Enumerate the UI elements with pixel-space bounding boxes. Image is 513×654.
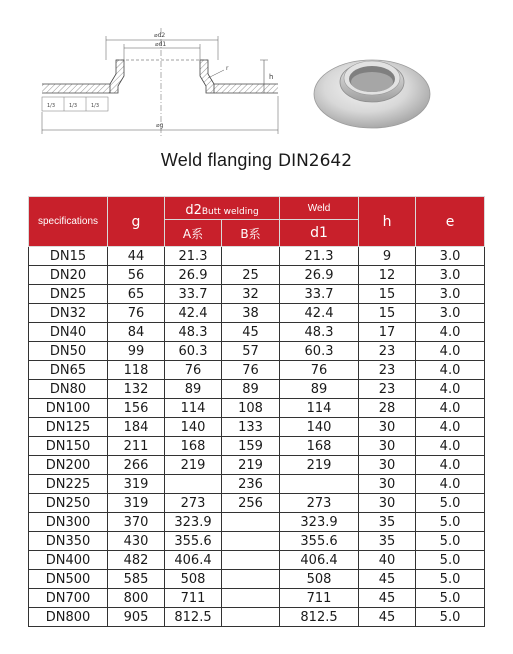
cell-g: 319 bbox=[108, 494, 165, 513]
cell-g: 905 bbox=[108, 608, 165, 627]
third-label-1: 1/3 bbox=[47, 103, 56, 109]
cell-d1: 355.6 bbox=[280, 532, 359, 551]
header-butt-welding: Butt welding bbox=[201, 206, 259, 217]
cell-spec: DN400 bbox=[29, 551, 108, 570]
title-main: Weld flanging bbox=[160, 150, 273, 170]
header-a-series: A系 bbox=[165, 220, 222, 247]
cell-g: 800 bbox=[108, 589, 165, 608]
cell-e: 3.0 bbox=[416, 304, 485, 323]
cell-spec: DN40 bbox=[29, 323, 108, 342]
cell-spec: DN800 bbox=[29, 608, 108, 627]
page-title bbox=[0, 150, 513, 171]
cell-d1: 711 bbox=[280, 589, 359, 608]
cell-spec: DN350 bbox=[29, 532, 108, 551]
cell-e: 4.0 bbox=[416, 361, 485, 380]
cell-g: 56 bbox=[108, 266, 165, 285]
cell-d2-a: 89 bbox=[165, 380, 222, 399]
g-dimension-label: ⌀g bbox=[156, 122, 164, 129]
cell-d2-b: 256 bbox=[222, 494, 280, 513]
cell-spec: DN125 bbox=[29, 418, 108, 437]
cell-d2-b: 25 bbox=[222, 266, 280, 285]
header-g: g bbox=[108, 197, 165, 247]
header-specifications: specifications bbox=[29, 197, 108, 247]
cell-spec: DN20 bbox=[29, 266, 108, 285]
cell-d2-b: 236 bbox=[222, 475, 280, 494]
cell-e: 4.0 bbox=[416, 475, 485, 494]
table-body bbox=[29, 247, 485, 627]
cell-g: 44 bbox=[108, 247, 165, 266]
header-h: h bbox=[359, 197, 416, 247]
cell-e: 5.0 bbox=[416, 532, 485, 551]
cell-e: 4.0 bbox=[416, 437, 485, 456]
cell-g: 65 bbox=[108, 285, 165, 304]
cell-d2-a: 168 bbox=[165, 437, 222, 456]
cell-d2-a: 114 bbox=[165, 399, 222, 418]
cell-h: 15 bbox=[359, 304, 416, 323]
cell-d2-b: 45 bbox=[222, 323, 280, 342]
cell-e: 4.0 bbox=[416, 399, 485, 418]
cell-e: 4.0 bbox=[416, 456, 485, 475]
cell-h: 17 bbox=[359, 323, 416, 342]
cell-e: 3.0 bbox=[416, 266, 485, 285]
cell-e: 5.0 bbox=[416, 513, 485, 532]
cell-d2-a: 273 bbox=[165, 494, 222, 513]
header-d2: d2 bbox=[185, 202, 202, 218]
cell-d1: 60.3 bbox=[280, 342, 359, 361]
cell-h: 45 bbox=[359, 570, 416, 589]
cell-g: 184 bbox=[108, 418, 165, 437]
cell-g: 156 bbox=[108, 399, 165, 418]
cell-g: 370 bbox=[108, 513, 165, 532]
table-row bbox=[29, 247, 485, 266]
cell-g: 430 bbox=[108, 532, 165, 551]
table-row bbox=[29, 494, 485, 513]
cell-e: 4.0 bbox=[416, 342, 485, 361]
cell-d1: 323.9 bbox=[280, 513, 359, 532]
header-d1: d1 bbox=[280, 220, 359, 247]
cell-d1: 114 bbox=[280, 399, 359, 418]
cell-d2-b: 108 bbox=[222, 399, 280, 418]
cell-g: 132 bbox=[108, 380, 165, 399]
cell-d2-a: 42.4 bbox=[165, 304, 222, 323]
cell-g: 319 bbox=[108, 475, 165, 494]
cell-d1: 508 bbox=[280, 570, 359, 589]
table-row bbox=[29, 456, 485, 475]
r-dimension-label: r bbox=[226, 65, 229, 72]
cell-d2-a: 76 bbox=[165, 361, 222, 380]
table-row bbox=[29, 608, 485, 627]
table-row bbox=[29, 570, 485, 589]
cell-d1: 89 bbox=[280, 380, 359, 399]
cell-d2-a: 219 bbox=[165, 456, 222, 475]
header-e: e bbox=[416, 197, 485, 247]
cell-h: 12 bbox=[359, 266, 416, 285]
cell-spec: DN25 bbox=[29, 285, 108, 304]
cell-h: 23 bbox=[359, 361, 416, 380]
cell-h: 30 bbox=[359, 475, 416, 494]
d1-dimension-label: ⌀d1 bbox=[155, 41, 167, 48]
cell-d2-b bbox=[222, 570, 280, 589]
cell-e: 5.0 bbox=[416, 494, 485, 513]
cell-d1: 140 bbox=[280, 418, 359, 437]
table-row bbox=[29, 418, 485, 437]
cell-e: 4.0 bbox=[416, 418, 485, 437]
cell-g: 266 bbox=[108, 456, 165, 475]
table-row bbox=[29, 285, 485, 304]
cell-spec: DN250 bbox=[29, 494, 108, 513]
d2-dimension-label: ⌀d2 bbox=[154, 32, 166, 39]
table-row bbox=[29, 342, 485, 361]
cell-d2-a: 508 bbox=[165, 570, 222, 589]
cell-h: 15 bbox=[359, 285, 416, 304]
cell-d1: 48.3 bbox=[280, 323, 359, 342]
cell-d2-b bbox=[222, 551, 280, 570]
cell-h: 28 bbox=[359, 399, 416, 418]
header-weld: Weld bbox=[280, 197, 359, 220]
cell-d2-b: 57 bbox=[222, 342, 280, 361]
cell-d2-a: 33.7 bbox=[165, 285, 222, 304]
cell-d1: 168 bbox=[280, 437, 359, 456]
table-row bbox=[29, 437, 485, 456]
table-row bbox=[29, 304, 485, 323]
table-row bbox=[29, 399, 485, 418]
cell-d2-a: 711 bbox=[165, 589, 222, 608]
cell-spec: DN65 bbox=[29, 361, 108, 380]
table-row bbox=[29, 551, 485, 570]
header-b-series: B系 bbox=[222, 220, 280, 247]
cell-d2-b bbox=[222, 589, 280, 608]
cell-h: 9 bbox=[359, 247, 416, 266]
cell-g: 99 bbox=[108, 342, 165, 361]
cell-d2-b bbox=[222, 608, 280, 627]
cell-e: 5.0 bbox=[416, 570, 485, 589]
cell-d1 bbox=[280, 475, 359, 494]
cell-d2-a: 140 bbox=[165, 418, 222, 437]
third-label-2: 1/3 bbox=[69, 103, 78, 109]
cell-spec: DN32 bbox=[29, 304, 108, 323]
cell-spec: DN50 bbox=[29, 342, 108, 361]
cell-d2-a: 21.3 bbox=[165, 247, 222, 266]
header-d2-group bbox=[165, 197, 280, 220]
table-row bbox=[29, 380, 485, 399]
cell-e: 3.0 bbox=[416, 247, 485, 266]
cell-h: 45 bbox=[359, 608, 416, 627]
cell-d2-b bbox=[222, 513, 280, 532]
cell-d2-b bbox=[222, 532, 280, 551]
table-row bbox=[29, 532, 485, 551]
cell-spec: DN300 bbox=[29, 513, 108, 532]
cell-h: 35 bbox=[359, 513, 416, 532]
third-label-3: 1/3 bbox=[91, 103, 100, 109]
flange-product-image bbox=[310, 32, 435, 132]
flange-section-drawing bbox=[28, 26, 288, 146]
cell-e: 4.0 bbox=[416, 323, 485, 342]
cell-g: 118 bbox=[108, 361, 165, 380]
cell-d2-a: 406.4 bbox=[165, 551, 222, 570]
cell-h: 40 bbox=[359, 551, 416, 570]
cell-d2-b: 159 bbox=[222, 437, 280, 456]
cell-d2-a: 26.9 bbox=[165, 266, 222, 285]
cell-h: 35 bbox=[359, 532, 416, 551]
cell-spec: DN500 bbox=[29, 570, 108, 589]
cell-d2-b: 32 bbox=[222, 285, 280, 304]
cell-d1: 406.4 bbox=[280, 551, 359, 570]
cell-e: 3.0 bbox=[416, 285, 485, 304]
title-standard: DIN2642 bbox=[277, 151, 353, 171]
cell-spec: DN225 bbox=[29, 475, 108, 494]
cell-g: 211 bbox=[108, 437, 165, 456]
cell-d2-b: 219 bbox=[222, 456, 280, 475]
table-row bbox=[29, 361, 485, 380]
cell-d2-b: 89 bbox=[222, 380, 280, 399]
cell-h: 30 bbox=[359, 456, 416, 475]
cell-d2-a: 323.9 bbox=[165, 513, 222, 532]
cell-d2-a: 812.5 bbox=[165, 608, 222, 627]
cell-d2-b: 133 bbox=[222, 418, 280, 437]
cell-spec: DN100 bbox=[29, 399, 108, 418]
cell-h: 30 bbox=[359, 494, 416, 513]
cell-h: 45 bbox=[359, 589, 416, 608]
cell-d1: 33.7 bbox=[280, 285, 359, 304]
table-row bbox=[29, 323, 485, 342]
cell-d1: 76 bbox=[280, 361, 359, 380]
table-row bbox=[29, 513, 485, 532]
cell-h: 30 bbox=[359, 418, 416, 437]
cell-h: 23 bbox=[359, 380, 416, 399]
cell-d1: 812.5 bbox=[280, 608, 359, 627]
h-dimension-label: h bbox=[269, 73, 274, 81]
cell-g: 84 bbox=[108, 323, 165, 342]
cell-d1: 219 bbox=[280, 456, 359, 475]
cell-e: 4.0 bbox=[416, 380, 485, 399]
cell-d1: 273 bbox=[280, 494, 359, 513]
cell-d2-b: 76 bbox=[222, 361, 280, 380]
cell-d2-a: 355.6 bbox=[165, 532, 222, 551]
cell-e: 5.0 bbox=[416, 551, 485, 570]
cell-spec: DN15 bbox=[29, 247, 108, 266]
cell-g: 76 bbox=[108, 304, 165, 323]
table-row bbox=[29, 589, 485, 608]
cell-h: 30 bbox=[359, 437, 416, 456]
cell-e: 5.0 bbox=[416, 589, 485, 608]
table-row bbox=[29, 475, 485, 494]
cell-d1: 21.3 bbox=[280, 247, 359, 266]
cell-d2-b bbox=[222, 247, 280, 266]
cell-d2-a: 60.3 bbox=[165, 342, 222, 361]
table-row bbox=[29, 266, 485, 285]
cell-d2-a: 48.3 bbox=[165, 323, 222, 342]
cell-spec: DN700 bbox=[29, 589, 108, 608]
cell-e: 5.0 bbox=[416, 608, 485, 627]
cell-spec: DN200 bbox=[29, 456, 108, 475]
spec-table bbox=[28, 196, 485, 627]
cell-spec: DN80 bbox=[29, 380, 108, 399]
cell-h: 23 bbox=[359, 342, 416, 361]
cell-d2-b: 38 bbox=[222, 304, 280, 323]
cell-d1: 26.9 bbox=[280, 266, 359, 285]
cell-spec: DN150 bbox=[29, 437, 108, 456]
cell-d2-a bbox=[165, 475, 222, 494]
cell-g: 482 bbox=[108, 551, 165, 570]
cell-g: 585 bbox=[108, 570, 165, 589]
cell-d1: 42.4 bbox=[280, 304, 359, 323]
